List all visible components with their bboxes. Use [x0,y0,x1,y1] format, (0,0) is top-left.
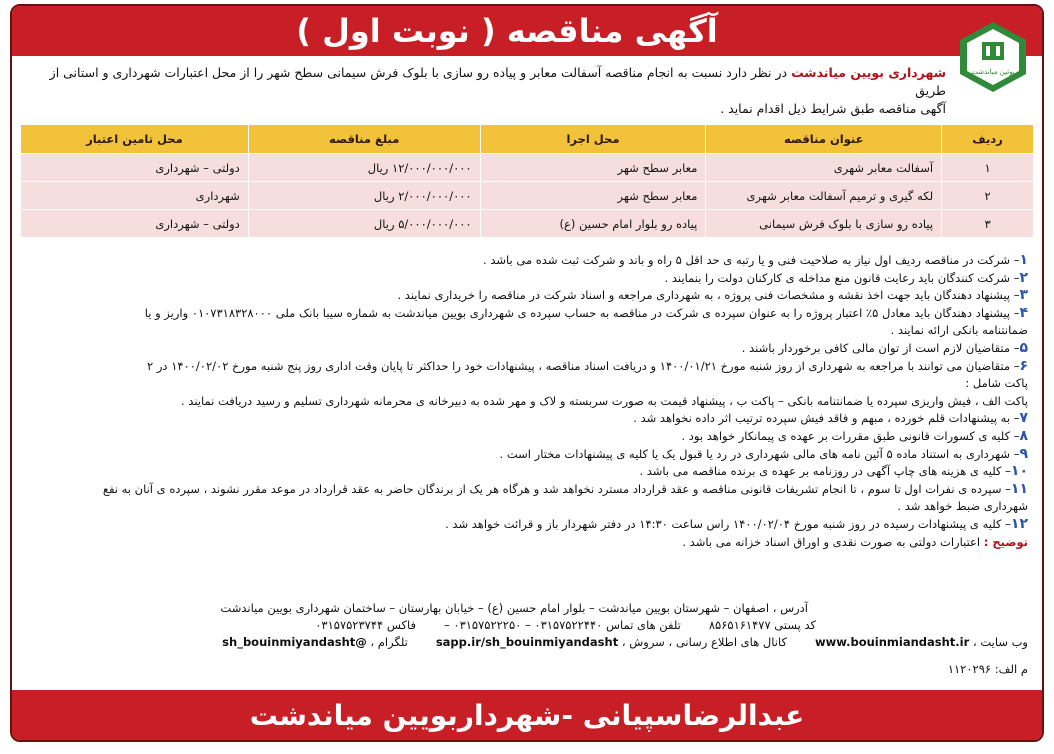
cell-tender-title: آسفالت معابر شهری [706,154,942,182]
condition-item: ضمانتنامه بانکی ارائه نمایند . [890,323,1028,338]
condition-item: ۵– متقاضیان لازم است از توان مالی کافی برخوردار باشند . [741,339,1028,356]
header-location: محل اجرا [480,125,706,154]
channels-label: کانال های اطلاع رسانی ، سروش ، [621,635,787,649]
condition-item: ۱۱– سپرده ی نفرات اول تا سوم ، تا انجام تشریفات قانونی مناقصه و عقد قرارداد مسترد نخواهد شد و هرگاه هر یک از برندگان حاضر به عقد قرارداد در موعد مقرر نشوند ، سپرده ی آنان به نفع [102,480,1028,497]
cell-row-number: ۱ [942,154,1034,182]
reference-number: م الف: ۱۱۲۰۲۹۶ [947,662,1028,676]
table-row [21,182,1034,210]
condition-item: شهرداری ضبط خواهد شد . [897,499,1028,514]
tender-table [20,124,1034,238]
condition-item: ۲– شرکت کنندگان باید رعایت قانون منع مداخله ی کارکنان دولت را بنمایند . [664,269,1028,286]
cell-tender-title: لکه گیری و ترمیم آسفالت معابر شهری [706,182,942,210]
fax-number: فاکس ۰۳۱۵۷۵۲۳۷۴۴ [315,618,416,632]
soroush-link[interactable]: sapp.ir/sh_bouinmiyandasht [435,635,619,649]
notice-title: آگهی مناقصه ( نوبت اول ) [296,12,718,50]
municipality-logo-icon [956,20,1030,94]
note-text: اعتبارات دولتی به صورت نقدی و اوراق اسناد خزانه می باشد . [682,534,984,549]
note-label: توضیح : [983,534,1028,549]
website-link[interactable]: www.bouinmiandasht.ir [814,635,970,649]
condition-item: ۳– پیشنهاد دهندگان باید جهت اخذ نقشه و مشخصات فنی پروژه ، به شهرداری مراجعه و اسناد شرکت در مناقصه را خریداری نمایند . [397,287,1028,304]
table-header-row [21,125,1034,154]
cell-funding: دولتی – شهرداری [21,154,249,182]
cell-location: پیاده رو بلوار امام حسین (ع) [480,210,706,238]
header-tender-title: عنوان مناقصه [706,125,942,154]
header-row-number: ردیف [942,125,1034,154]
website-label: وب سایت ، [972,635,1028,649]
title-banner [12,6,1042,56]
telegram-link[interactable]: @sh_bouinmiyandasht [222,635,367,649]
cell-row-number: ۲ [942,182,1034,210]
contact-block [22,600,1028,651]
conditions-list [22,252,1028,551]
condition-item: ۷– به پیشنهادات قلم خورده ، مبهم و فاقد فیش سپرده ترتیب اثر داده نخواهد شد . [633,410,1028,427]
condition-item: ۱۰– کلیه ی هزینه های چاپ آگهی در روزنامه بر عهده ی برنده مناقصه می باشد . [639,463,1028,480]
condition-item: پاکت الف ، فیش واریزی سپرده یا ضمانتنامه بانکی – پاکت ب ، پیشنهاد قیمت به صورت سربسته و لاک و مهر شده به دبیرخانه ی محرمانه شهرداری تسلیم و رسید دریافت نمایند . [180,393,1028,408]
signature-banner [12,690,1042,740]
condition-item: ۴– پیشنهاد دهندگان باید معادل ۵٪ اعتبار پروژه را به عنوان سپرده ی شرکت در مناقصه به حساب سپرده ی شهرداری بویین میاندشت به شماره سیبا بانک ملی ۰۱۰۷۳۱۸۳۲۸۰۰۰ واریز و یا [144,304,1028,321]
intro-text-2: آگهی مناقصه طبق شرایط ذیل اقدام نماید . [720,101,946,116]
note [22,534,1028,552]
condition-item: ۹– شهرداری به استناد ماده ۵ آئین نامه های مالی شهرداری در رد یا قبول یک یا کلیه ی پیشنهادات مختار است . [499,445,1028,462]
header-funding: محل تامین اعتبار [21,125,249,154]
table-row [21,154,1034,182]
logo-caption: بوئین میاندشت [971,68,1015,76]
cell-funding: دولتی – شهرداری [21,210,249,238]
condition-item: ۱– شرکت در مناقصه ردیف اول نیاز به صلاحیت فنی و یا رتبه ی حد اقل ۵ راه و باند و شرکت ثبت شده می باشد . [483,252,1028,268]
phone-numbers: تلفن های تماس ۰۳۱۵۷۵۲۲۴۴۰ – ۰۳۱۵۷۵۲۲۲۵۰ – [443,618,681,632]
organization-name: شهرداری بویین میاندشت [791,65,946,80]
cell-amount: ۵/۰۰۰/۰۰۰/۰۰۰ ریال [248,210,480,238]
cell-location: معابر سطح شهر [480,182,706,210]
signature-text: عبدالرضاسپیانی -شهرداربویین میاندشت [249,698,805,732]
condition-item: ۶– متقاضیان می توانند با مراجعه به شهرداری از روز شنبه مورخ ۱۴۰۰/۰۱/۲۱ و دریافت اسناد مناقصه ، پیشنهادات خود را حداکثر تا پایان وقت اداری روز پنج شنبه مورخ ۱۴۰۰/۰۲/۰۲ در ۲ [147,357,1028,374]
intro-paragraph [26,64,946,118]
header-amount: مبلغ مناقصه [248,125,480,154]
cell-funding: شهرداری [21,182,249,210]
cell-row-number: ۳ [942,210,1034,238]
table-row [21,210,1034,238]
condition-item: ۸– کلیه ی کسورات قانونی طبق مقررات بر عهده ی پیمانکار خواهد بود . [681,427,1028,444]
telegram-label: تلگرام ، [370,635,408,649]
notice-frame [10,4,1044,742]
cell-tender-title: پیاده رو سازی با بلوک فرش سیمانی [706,210,942,238]
cell-amount: ۲/۰۰۰/۰۰۰/۰۰۰ ریال [248,182,480,210]
condition-item: ۱۲– کلیه ی پیشنهادات رسیده در روز شنبه مورخ ۱۴۰۰/۰۲/۰۴ راس ساعت ۱۴:۳۰ در دفتر شهردار باز و قرائت خواهد شد . [445,515,1028,532]
condition-item: پاکت شامل : [965,376,1028,391]
postal-code: کد پستی ۸۵۶۵۱۶۱۴۷۷ [708,618,816,632]
intro-text-1: در نظر دارد نسبت به انجام مناقصه آسفالت معابر و پیاده رو سازی با بلوک فرش سیمانی سطح شهر را از محل اعتبارات شهرداری و استانی از طریق [49,65,946,98]
cell-amount: ۱۲/۰۰۰/۰۰۰/۰۰۰ ریال [248,154,480,182]
address-text: آدرس ، اصفهان – شهرستان بویین میاندشت – بلوار امام حسین (ع) – خیابان بهارستان – ساختمان شهرداری بویین میاندشت [220,601,808,615]
cell-location: معابر سطح شهر [480,154,706,182]
